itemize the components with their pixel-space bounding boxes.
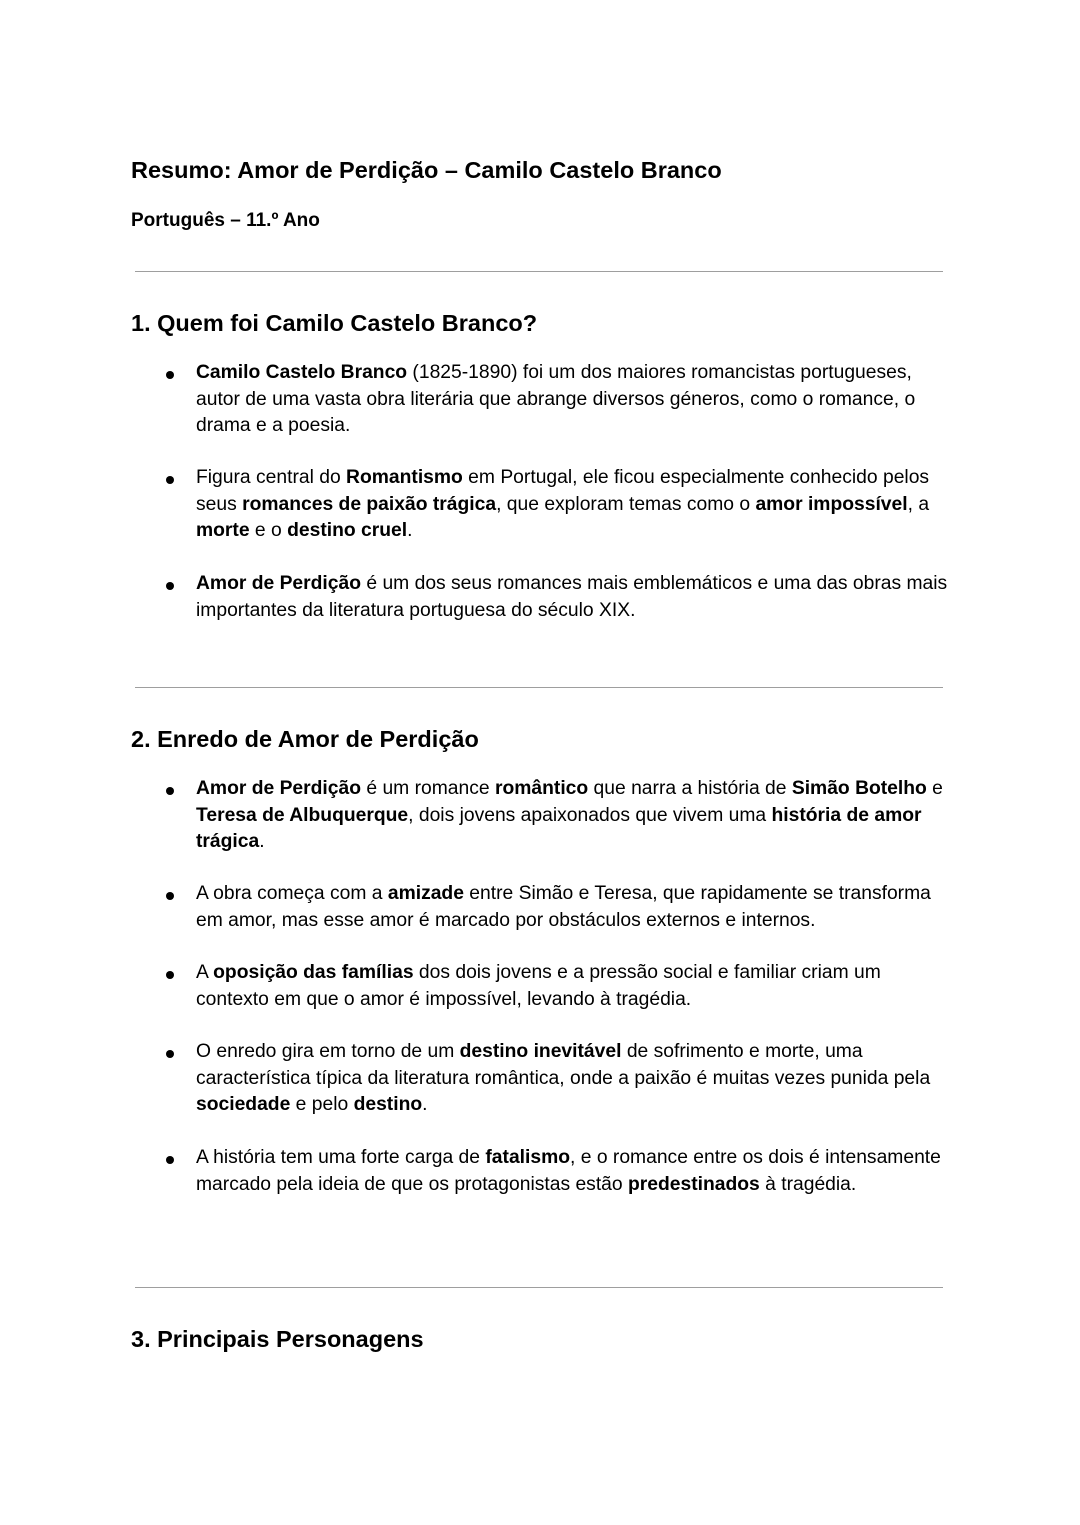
text-run: é um dos seus romances mais emblemáticos e uma das obras mais importantes da literatura portuguesa do século XIX. (196, 573, 948, 621)
bullet-point-icon (166, 371, 174, 379)
bold-text-run: amor impossível (755, 493, 908, 515)
section-divider (135, 1287, 943, 1288)
bold-text-run: Amor de Perdição (196, 778, 362, 799)
text-run: à tragédia. (759, 1173, 857, 1195)
bullet-text (196, 881, 956, 934)
text-run: e pelo (290, 1094, 354, 1115)
bold-text-run: Simão Botelho (791, 778, 927, 799)
bullet-point-icon (166, 1050, 174, 1058)
bold-text-run: romântico (494, 778, 589, 799)
text-run: dos dois jovens e a pressão social e familiar criam um contexto em que o amor é impossível, levando à tragédia. (196, 962, 881, 1010)
text-run: A história tem uma forte carga de (196, 1147, 486, 1168)
section-divider (135, 271, 943, 272)
bullet-text (196, 465, 956, 545)
bullet-text (196, 776, 956, 856)
list-item (160, 960, 960, 1013)
bullet-point-icon (166, 787, 174, 795)
bold-text-run: predestinados (627, 1173, 760, 1195)
text-run: Figura central do (196, 467, 347, 488)
text-run: , e o romance entre os dois é intensamente marcado pela ideia de que os protagonistas estão (196, 1147, 941, 1195)
list-item (160, 1145, 960, 1198)
list-item (160, 1039, 960, 1119)
bullet-text (196, 1145, 956, 1198)
text-run: A obra começa com a (196, 883, 388, 904)
bold-text-run: sociedade (196, 1094, 291, 1115)
bullet-point-icon (166, 892, 174, 900)
list-item (160, 776, 960, 856)
bullet-point-icon (166, 971, 174, 979)
text-run: , a (907, 493, 930, 515)
bullet-point-icon (166, 476, 174, 484)
bold-text-run: Teresa de Albuquerque (196, 804, 409, 826)
bold-text-run: história de amor trágica (196, 804, 922, 852)
text-run: e (926, 778, 943, 799)
bullet-text (196, 1039, 956, 1119)
text-run: A (196, 962, 214, 983)
bullet-point-icon (166, 582, 174, 590)
text-run: , que exploram temas como o (496, 493, 756, 515)
bold-text-run: Camilo Castelo Branco (196, 362, 408, 383)
text-run: (1825-1890) foi um dos maiores romancistas portugueses, autor de uma vasta obra literária que abrange diversos géneros, como o romance, o drama e a poesia. (196, 362, 916, 436)
text-run: é um romance (361, 778, 495, 799)
list-item (160, 360, 960, 440)
bold-text-run: destino inevitável (459, 1041, 622, 1062)
text-run: . (259, 831, 265, 852)
bold-text-run: Amor de Perdição (196, 573, 362, 594)
document-title: Resumo: Amor de Perdição – Camilo Castelo Branco (131, 157, 722, 183)
text-run: , dois jovens apaixonados que vivem uma (408, 804, 772, 826)
text-run: entre Simão e Teresa, que rapidamente se transforma em amor, mas esse amor é marcado por obstáculos externos e internos. (196, 883, 931, 931)
text-run: que narra a história de (588, 778, 792, 799)
bold-text-run: destino (353, 1094, 423, 1115)
bold-text-run: amizade (387, 883, 464, 904)
section-heading-3: 3. Principais Personagens (131, 1326, 424, 1352)
list-item (160, 571, 960, 624)
section-divider (135, 687, 943, 688)
bold-text-run: oposição das famílias (213, 962, 414, 983)
bullet-text (196, 360, 956, 440)
bullet-point-icon (166, 1156, 174, 1164)
section-heading-1: 1. Quem foi Camilo Castelo Branco? (131, 310, 538, 336)
list-item (160, 465, 960, 545)
text-run: de sofrimento e morte, uma característica típica da literatura romântica, onde a paixão é muitas vezes punida pela (196, 1041, 931, 1089)
text-run: em Portugal, ele ficou especialmente conhecido pelos seus (196, 467, 930, 515)
text-run: . (422, 1094, 428, 1115)
text-run: O enredo gira em torno de um (196, 1041, 460, 1062)
text-run: e o (249, 520, 288, 541)
bullet-text (196, 571, 956, 624)
bold-text-run: fatalismo (485, 1147, 571, 1168)
section-heading-2: 2. Enredo de Amor de Perdição (131, 726, 479, 752)
document-subtitle: Português – 11.º Ano (131, 210, 320, 231)
bullet-text (196, 960, 956, 1013)
text-run: . (407, 520, 413, 541)
list-item (160, 881, 960, 934)
bold-text-run: Romantismo (346, 467, 463, 488)
bold-text-run: morte (196, 520, 250, 541)
bold-text-run: romances de paixão trágica (242, 493, 497, 515)
bold-text-run: destino cruel (287, 520, 408, 541)
